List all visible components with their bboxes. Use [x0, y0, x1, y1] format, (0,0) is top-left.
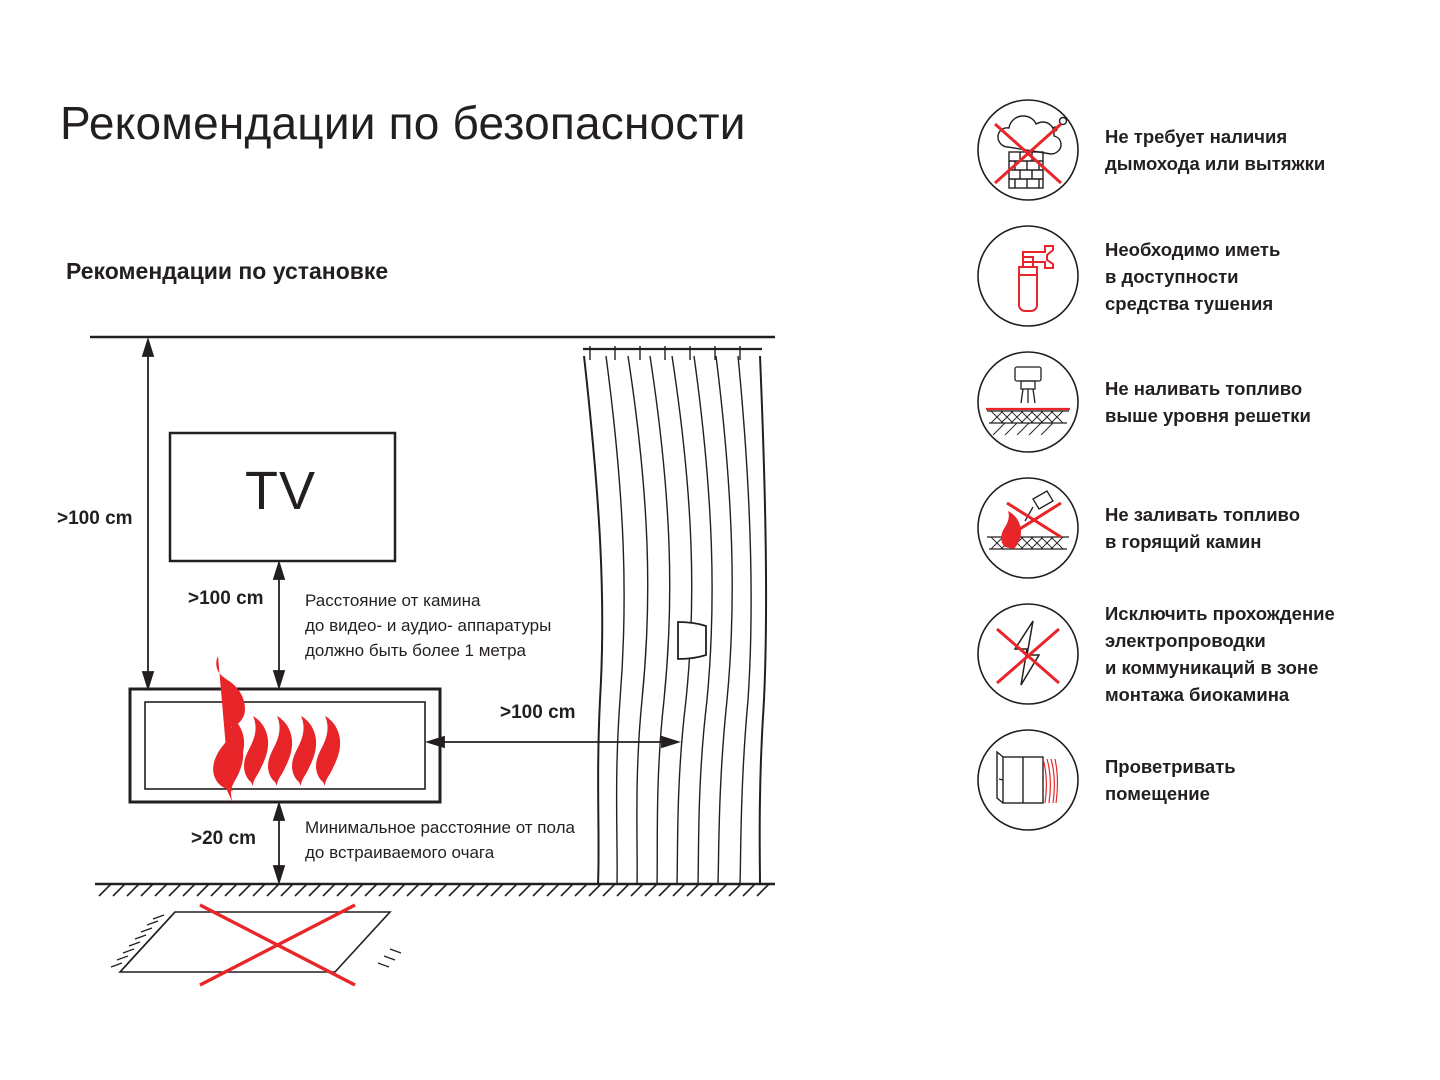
rec-line: Исключить прохождение	[1105, 603, 1335, 624]
rec-line: в горящий камин	[1105, 531, 1262, 552]
no-electrical-wiring-icon	[975, 601, 1081, 707]
recommendation-text	[1105, 501, 1300, 555]
recommendation-item	[975, 473, 1435, 583]
tv-label: TV	[245, 461, 317, 521]
rec-line: Не требует наличия	[1105, 126, 1288, 147]
dimension-label-curtain: >100 cm	[500, 702, 576, 723]
rec-line: электропроводки	[1105, 630, 1266, 651]
dimension-tv	[274, 563, 284, 687]
floor-note-line-2: до встраиваемого очага	[305, 843, 495, 862]
floor-hatching	[99, 884, 769, 896]
dimension-curtain	[428, 737, 678, 747]
recommendation-text	[1105, 753, 1236, 807]
tv-note-line-1: Расстояние от камина	[305, 591, 481, 610]
dimension-label-tv: >100 cm	[188, 588, 264, 609]
fuel-level-icon	[975, 349, 1081, 455]
recommendation-text	[1105, 123, 1325, 177]
ventilate-room-icon	[975, 727, 1081, 833]
floor-distance-note	[305, 815, 575, 865]
dimension-label-floor: >20 cm	[191, 828, 256, 849]
page-title: Рекомендации по безопасности	[60, 97, 746, 149]
rec-line: Проветривать	[1105, 756, 1236, 777]
curtain	[583, 346, 766, 884]
floor-note-line-1: Минимальное расстояние от пола	[305, 818, 575, 837]
fire-extinguisher-icon	[975, 223, 1081, 329]
recommendation-item	[975, 95, 1435, 205]
dimension-ceiling	[143, 340, 153, 688]
recommendation-text	[1105, 236, 1280, 317]
rec-line: монтажа биокамина	[1105, 684, 1290, 705]
tv-note-line-3: должно быть более 1 метра	[305, 641, 526, 660]
recommendation-text	[1105, 375, 1311, 429]
carpet-not-allowed	[120, 912, 390, 972]
rec-line: Необходимо иметь	[1105, 238, 1281, 260]
section-title: Рекомендации по установке	[66, 258, 389, 284]
rec-line: Не наливать топливо	[1105, 378, 1303, 399]
dimension-label-ceiling: >100 cm	[57, 508, 133, 529]
recommendations-list	[975, 95, 1435, 851]
tv-note-line-2: до видео- и аудио- аппаратуры	[305, 616, 552, 635]
rec-line: средства тушения	[1105, 292, 1274, 314]
no-chimney-icon	[975, 97, 1081, 203]
recommendation-item	[975, 221, 1435, 331]
recommendation-item	[975, 599, 1435, 709]
no-refuel-burning-icon	[975, 475, 1081, 581]
recommendation-item	[975, 725, 1435, 835]
rec-line: Не заливать топливо	[1105, 504, 1300, 525]
rec-line: в доступности	[1105, 265, 1239, 287]
carpet-fringe	[111, 915, 401, 967]
tv-distance-note	[305, 588, 551, 663]
rec-line: помещение	[1105, 783, 1210, 804]
carpet-cross-icon	[200, 905, 355, 985]
recommendation-item	[975, 347, 1435, 457]
dimension-floor	[274, 804, 284, 882]
rec-line: дымохода или вытяжки	[1105, 153, 1326, 174]
rec-line: и коммуникаций в зоне	[1105, 657, 1319, 678]
recommendation-text	[1105, 600, 1335, 708]
rec-line: выше уровня решетки	[1105, 405, 1311, 426]
